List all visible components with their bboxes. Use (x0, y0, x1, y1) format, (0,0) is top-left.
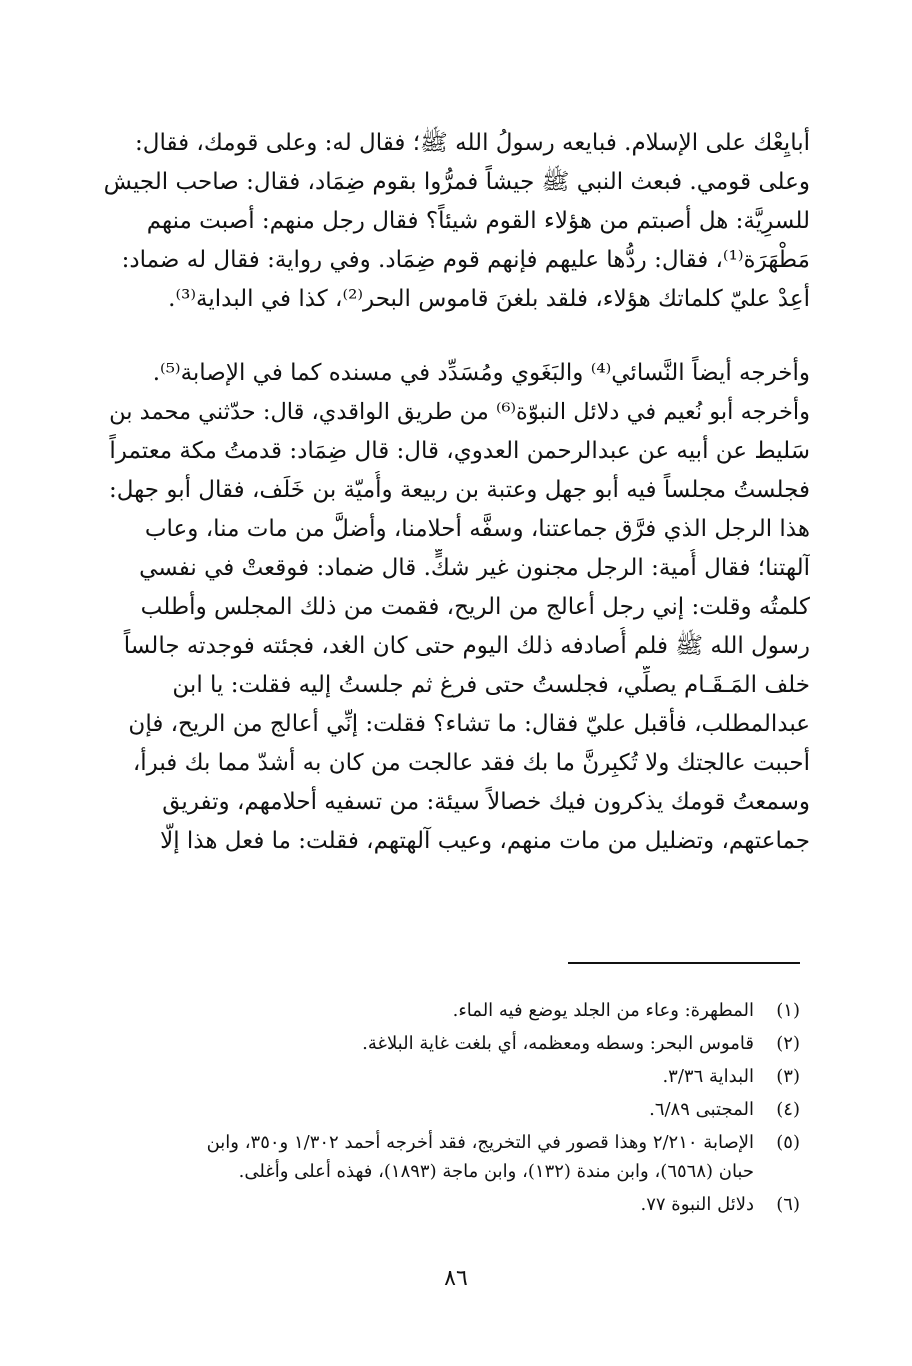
page-number: ٨٦ (444, 1266, 468, 1291)
text-line: سَليط عن أبيه عن عبدالرحمن العدوي، قال: قال ضِمَاد: قدمتُ مكة معتمراً (109, 438, 810, 464)
footnote-number: (٣) (776, 1066, 800, 1087)
footnote-line: الإصابة ٢/٢١٠ وهذا قصور في التخريج، فقد أخرجه أحمد ١/٣٠٢ و٣٥٠، وابن (206, 1132, 754, 1153)
paragraph-1 (100, 124, 810, 319)
text-line: آلهتنا؛ فقال أُمية: الرجل مجنون غير شكٍّ. قال ضماد: فوقعتْ في نفسي (139, 555, 810, 581)
footnote-number: (٦) (776, 1194, 800, 1215)
text-line: رسول الله ﷺ فلم أُصادفه ذلك اليوم حتى كان الغد، فجئته فوجدته جالساً (123, 633, 810, 659)
footnote-number: (٥) (776, 1132, 800, 1153)
text-line: وأخرجه أبو نُعيم في دلائل النبوّة⁽⁶⁾ من طريق الواقدي، قال: حدّثني محمد بن (109, 399, 810, 425)
footnote-line: البداية ٣/٣٦. (662, 1066, 754, 1087)
footnote-text (110, 1190, 754, 1219)
text-line: هذا الرجل الذي فرَّق جماعتنا، وسفَّه أحلامنا، وأضلَّ من مات منا، وعاب (144, 516, 810, 542)
text-line: عبدالمطلب، فأقبل عليّ فقال: ما تشاء؟ فقلت: إنِّي أعالج من الريح، فإن (128, 711, 810, 737)
footnote-text (110, 1062, 754, 1091)
footnote-separator (568, 962, 800, 964)
text-line: أعِدْ عليّ كلماتك هؤلاء، فلقد بلغنَ قاموس البحر⁽²⁾، كذا في البداية⁽³⁾. (168, 286, 810, 312)
text-line: وعلى قومي. فبعث النبي ﷺ جيشاً فمرُّوا بقوم ضِمَاد، فقال: صاحب الجيش (103, 169, 810, 195)
text-line: أبايِعْك على الإسلام. فبايعه رسولُ الله ﷺ؛ فقال له: وعلى قومك، فقال: (135, 130, 810, 156)
text-line: وسمعتُ قومك يذكرون فيك خصالاً سيئة: من تسفيه أحلامهم، وتفريق (162, 789, 810, 815)
footnote-text (110, 1095, 754, 1124)
footnote-line: المطهرة: وعاء من الجلد يوضع فيه الماء. (452, 1000, 754, 1021)
footnote-4 (110, 1095, 800, 1124)
footnote-text (110, 1029, 754, 1058)
footnote-text (110, 996, 754, 1025)
text-line: للسرِيَّة: هل أصبتم من هؤلاء القوم شيئاً؟ فقال رجل منهم: أصبت منهم (146, 208, 810, 234)
footnote-2 (110, 1029, 800, 1058)
footnote-number: (١) (776, 1000, 800, 1021)
footnote-line: حبان (٦٥٦٨)، وابن مندة (١٣٢)، وابن ماجة (١٨٩٣)، فهذه أعلى وأغلى. (238, 1161, 754, 1182)
footnote-5 (110, 1128, 800, 1186)
text-line: وأخرجه أيضاً النَّسائي⁽⁴⁾ والبَغَوي ومُسَدِّد في مسنده كما في الإصابة⁽⁵⁾. (152, 360, 810, 386)
text-line: مَطْهَرَة⁽¹⁾، فقال: ردُّها عليهم فإنهم قوم ضِمَاد. وفي رواية: فقال له ضماد: (121, 247, 810, 273)
paragraph-2 (100, 354, 810, 861)
text-line: خلف المَـقَـام يصلِّي، فجلستُ حتى فرغ ثم جلستُ إليه فقلت: يا ابن (172, 672, 810, 698)
footnote-text (110, 1128, 754, 1186)
footnote-3 (110, 1062, 800, 1091)
footnotes (110, 996, 800, 1223)
text-line: جماعتهم، وتضليل من مات منهم، وعيب آلهتهم، فقلت: ما فعل هذا إلّا (160, 828, 810, 854)
footnote-1 (110, 996, 800, 1025)
footnote-6 (110, 1190, 800, 1219)
text-line: كلمتُه وقلت: إني رجل أعالج من الريح، فقمت من ذلك المجلس وأطلب (140, 594, 810, 620)
text-line: أحببت عالجتك ولا تُكبِرنَّ ما بك فقد عالجت من كان به أشدّ مما بك فبرأ، (132, 750, 810, 776)
footnote-line: المجتبى ٦/٨٩. (649, 1099, 754, 1120)
footnote-number: (٢) (776, 1033, 800, 1054)
text-line: فجلستُ مجلساً فيه أبو جهل وعتبة بن ربيعة وأُميّة بن خَلَف، فقال أبو جهل: (109, 477, 810, 503)
footnote-number: (٤) (776, 1099, 800, 1120)
footnote-line: دلائل النبوة ٧٧. (640, 1194, 754, 1215)
footnote-line: قاموس البحر: وسطه ومعظمه، أي بلغت غاية البلاغة. (362, 1033, 754, 1054)
